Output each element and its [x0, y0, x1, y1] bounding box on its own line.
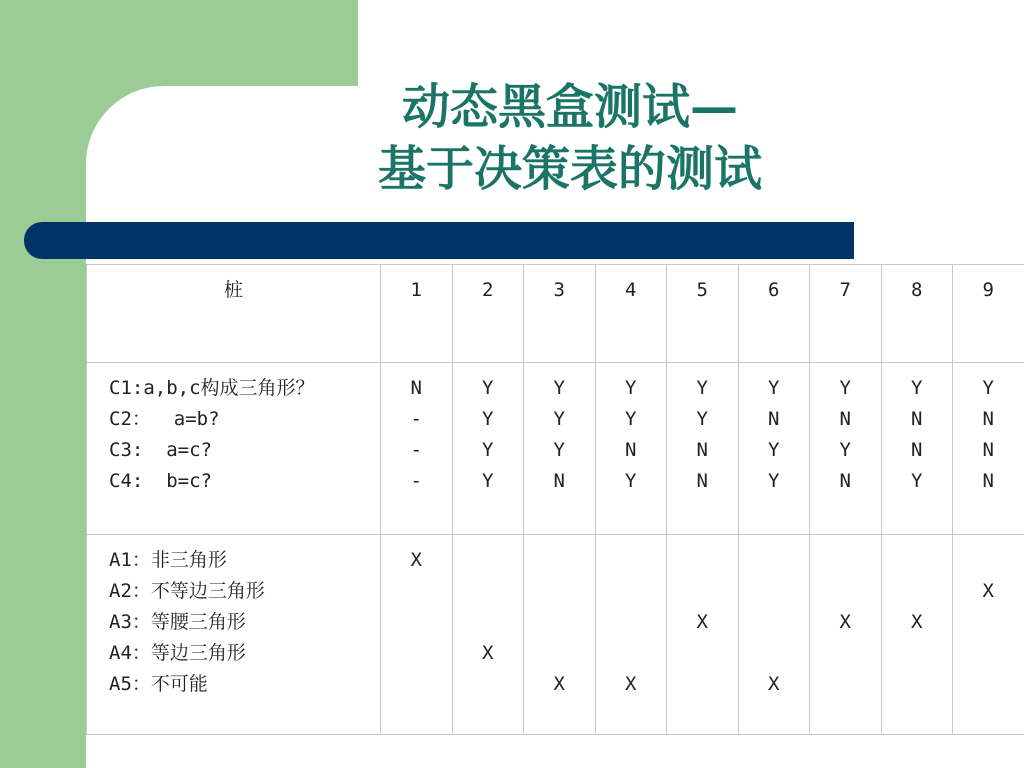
- condition-values-cell: [524, 363, 596, 535]
- header-row: [87, 265, 1024, 363]
- action-mark: [739, 545, 810, 576]
- condition-value: Y: [482, 439, 494, 461]
- action-label: A4：等边三角形: [109, 642, 246, 664]
- stub-header-cell: 桩: [87, 265, 381, 363]
- rule-header-cell: 4: [595, 265, 667, 363]
- action-mark: [810, 638, 881, 669]
- condition-values-cell: [595, 363, 667, 535]
- condition-values-cell: [381, 363, 453, 535]
- action-mark: X: [982, 580, 994, 602]
- action-mark: [596, 607, 667, 638]
- action-mark: [953, 638, 1024, 669]
- action-mark: [453, 576, 524, 607]
- condition-value: Y: [768, 470, 780, 492]
- action-values-cell: [738, 535, 810, 735]
- conditions-stub-cell: [87, 363, 381, 535]
- action-mark: X: [482, 642, 494, 664]
- title-divider-bar: [24, 222, 854, 259]
- action-mark: [882, 669, 953, 700]
- action-mark: [953, 669, 1024, 700]
- action-mark: [453, 607, 524, 638]
- condition-value: Y: [696, 377, 708, 399]
- action-values-cell: [381, 535, 453, 735]
- action-mark: [453, 545, 524, 576]
- condition-value: N: [911, 439, 923, 461]
- condition-value: N: [982, 408, 994, 430]
- condition-value: N: [410, 377, 422, 399]
- condition-label: C4: b=c?: [109, 470, 212, 492]
- action-mark: [381, 638, 452, 669]
- condition-value: -: [410, 439, 422, 461]
- rule-header-cell: 5: [667, 265, 739, 363]
- condition-value: -: [410, 408, 422, 430]
- action-mark: [810, 576, 881, 607]
- action-values-cell: [953, 535, 1024, 735]
- action-mark: [453, 669, 524, 700]
- condition-value: Y: [625, 470, 637, 492]
- action-mark: X: [911, 611, 923, 633]
- action-mark: [381, 576, 452, 607]
- rule-header-cell: 1: [381, 265, 453, 363]
- condition-values-cell: [667, 363, 739, 535]
- action-mark: [739, 607, 810, 638]
- action-mark: [524, 576, 595, 607]
- action-mark: [810, 669, 881, 700]
- action-values-cell: [524, 535, 596, 735]
- condition-value: Y: [625, 408, 637, 430]
- action-mark: [739, 638, 810, 669]
- rule-header-cell: 8: [881, 265, 953, 363]
- action-values-cell: [452, 535, 524, 735]
- condition-value: Y: [482, 377, 494, 399]
- action-mark: [953, 607, 1024, 638]
- action-mark: X: [839, 611, 851, 633]
- condition-value: Y: [553, 408, 565, 430]
- condition-value: N: [696, 470, 708, 492]
- action-mark: [667, 545, 738, 576]
- action-mark: X: [696, 611, 708, 633]
- action-mark: [596, 576, 667, 607]
- condition-value: N: [911, 408, 923, 430]
- decision-table: [86, 264, 1024, 735]
- action-mark: X: [553, 673, 565, 695]
- action-label: A1：非三角形: [109, 549, 227, 571]
- action-mark: [667, 576, 738, 607]
- action-mark: X: [768, 673, 780, 695]
- condition-label: C1:a,b,c构成三角形？: [109, 377, 315, 399]
- action-mark: [524, 607, 595, 638]
- condition-values-cell: [953, 363, 1024, 535]
- action-mark: [381, 669, 452, 700]
- action-mark: [524, 545, 595, 576]
- condition-value: N: [839, 408, 851, 430]
- condition-value: Y: [553, 377, 565, 399]
- action-mark: [381, 607, 452, 638]
- condition-value: Y: [911, 377, 923, 399]
- condition-value: Y: [482, 470, 494, 492]
- rule-header-cell: 6: [738, 265, 810, 363]
- action-label: A2：不等边三角形: [109, 580, 265, 602]
- condition-value: -: [410, 470, 422, 492]
- rule-header-cell: 9: [953, 265, 1024, 363]
- action-mark: [810, 545, 881, 576]
- action-mark: [882, 545, 953, 576]
- action-mark: [882, 638, 953, 669]
- rule-header-cell: 2: [452, 265, 524, 363]
- actions-row: [87, 535, 1024, 735]
- condition-value: Y: [839, 377, 851, 399]
- action-mark: [524, 638, 595, 669]
- condition-value: Y: [696, 408, 708, 430]
- action-mark: [667, 669, 738, 700]
- condition-value: N: [553, 470, 565, 492]
- condition-value: Y: [839, 439, 851, 461]
- condition-values-cell: [452, 363, 524, 535]
- action-mark: [596, 638, 667, 669]
- action-values-cell: [595, 535, 667, 735]
- action-mark: X: [410, 549, 422, 571]
- action-label: A5：不可能: [109, 673, 208, 695]
- action-mark: [953, 545, 1024, 576]
- action-mark: [739, 576, 810, 607]
- condition-value: Y: [625, 377, 637, 399]
- condition-value: N: [696, 439, 708, 461]
- condition-value: N: [625, 439, 637, 461]
- action-mark: X: [625, 673, 637, 695]
- action-values-cell: [881, 535, 953, 735]
- condition-value: Y: [982, 377, 994, 399]
- condition-value: Y: [911, 470, 923, 492]
- conditions-row: [87, 363, 1024, 535]
- condition-value: N: [982, 470, 994, 492]
- condition-values-cell: [881, 363, 953, 535]
- slide-title: [270, 76, 870, 200]
- condition-value: N: [839, 470, 851, 492]
- condition-label: C2： a=b?: [109, 408, 220, 430]
- slide-title-line-1: 动态黑盒测试—: [401, 79, 738, 135]
- condition-values-cell: [810, 363, 882, 535]
- rule-header-cell: 7: [810, 265, 882, 363]
- action-mark: [882, 576, 953, 607]
- action-values-cell: [810, 535, 882, 735]
- rule-header-cell: 3: [524, 265, 596, 363]
- action-mark: [596, 545, 667, 576]
- condition-value: Y: [768, 377, 780, 399]
- condition-value: N: [982, 439, 994, 461]
- action-values-cell: [667, 535, 739, 735]
- condition-value: Y: [768, 439, 780, 461]
- condition-value: Y: [482, 408, 494, 430]
- condition-value: Y: [553, 439, 565, 461]
- condition-value: N: [768, 408, 780, 430]
- actions-stub-cell: [87, 535, 381, 735]
- action-mark: [667, 638, 738, 669]
- condition-label: C3: a=c?: [109, 439, 212, 461]
- action-label: A3：等腰三角形: [109, 611, 246, 633]
- slide-title-line-2: 基于决策表的测试: [377, 141, 762, 197]
- condition-values-cell: [738, 363, 810, 535]
